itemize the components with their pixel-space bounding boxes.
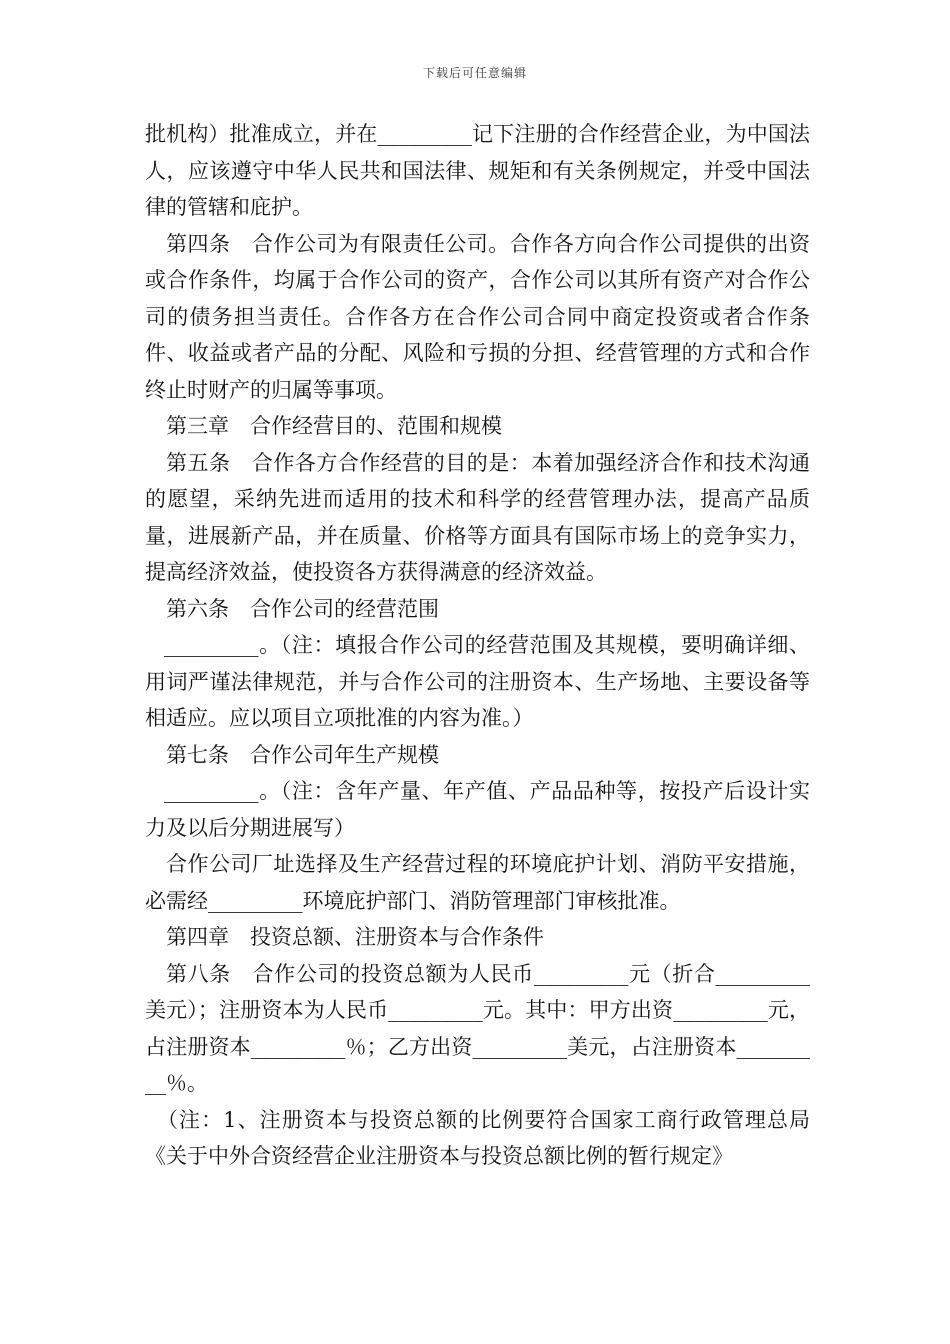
paragraph-approval: 批机构）批准成立，并在_________记下注册的合作经营企业，为中国法人，应该遵守中华人民共和国法律、规矩和有关条例规定，并受中国法律的管辖和庇护。: [145, 122, 810, 219]
article-5: 第五条 合作各方合作经营的目的是：本着加强经济合作和技术沟通的愿望，采纳先进而适用的技术和科学的经营管理办法，提高产品质量，进展新产品，并在质量、价格等方面具有国际市场上的竞争实力，提高经济效益，使投资各方获得满意的经济效益。: [145, 450, 810, 584]
chapter-3-heading: 第三章 合作经营目的、范围和规模: [166, 414, 502, 438]
note-paragraph: （注：1、注册资本与投资总额的比例要符合国家工商行政管理总局《关于中外合资经营企业注册资本与投资总额比例的暂行规定》: [145, 1107, 810, 1168]
article-6-body: _________。（注：填报合作公司的经营范围及其规模，要明确详细、用词严谨法律规范，并与合作公司的注册资本、生产场地、主要设备等相适应。应以项目立项批准的内容为准。）: [145, 633, 810, 730]
article-7-body: _________。（注：含年产量、年产值、产品品种等，按投产后设计实力及以后分期进展写）: [145, 779, 810, 840]
chapter-4-heading: 第四章 投资总额、注册资本与合作条件: [166, 925, 544, 949]
document-body: [145, 116, 810, 1175]
article-7-heading: 第七条 合作公司年生产规模: [166, 742, 439, 767]
site-environment-paragraph: 合作公司厂址选择及生产经营过程的环境庇护计划、消防平安措施，必需经_________环境庇护部门、消防管理部门审核批准。: [145, 852, 810, 913]
page-header: 下载后可任意编辑: [422, 66, 527, 80]
article-4: 第四条 合作公司为有限责任公司。合作各方向合作公司提供的出资或合作条件，均属于合作公司的资产，合作公司以其所有资产对合作公司的债务担当责任。合作各方在合作公司合同中商定投资或者合作条件、收益或者产品的分配、风险和亏损的分担、经营管理的方式和合作终止时财产的归属等事项。: [145, 231, 810, 402]
article-6-heading: 第六条 合作公司的经营范围: [166, 596, 439, 621]
article-8: 第八条 合作公司的投资总额为人民币_________元（折合_________美元）；注册资本为人民币_________元。其中：甲方出资_________元，占注册资本_________％；乙方出资_________美元，占注册资本_________％。: [145, 961, 810, 1095]
